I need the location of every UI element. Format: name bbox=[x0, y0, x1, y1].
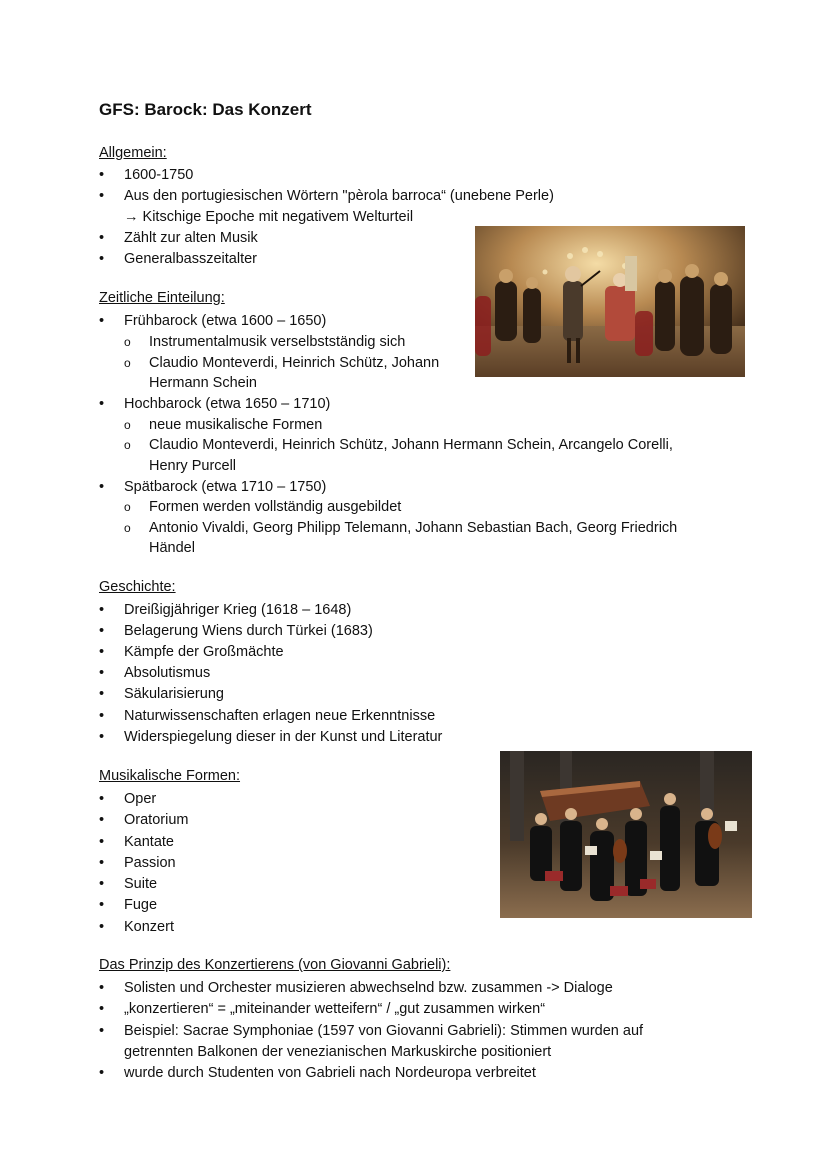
bullet: • bbox=[99, 1065, 105, 1081]
sub-list-item: o Instrumentalmusik verselbstständig sich bbox=[124, 332, 405, 353]
list-item: • Konzert bbox=[99, 917, 174, 938]
heading-geschichte: Geschichte: bbox=[99, 579, 176, 595]
sub-list-item: o Antonio Vivaldi, Georg Philipp Telemann, Johann Sebastian Bach, Georg Friedrich bbox=[124, 518, 677, 539]
bullet: • bbox=[99, 665, 105, 681]
bullet: • bbox=[99, 919, 105, 935]
baroque-concert-painting bbox=[475, 226, 745, 377]
list-item: • Suite bbox=[99, 874, 157, 895]
list-item: • Spätbarock (etwa 1710 – 1750) bbox=[99, 477, 326, 498]
bullet: • bbox=[99, 686, 105, 702]
sub-list-item-continuation: Henry Purcell bbox=[149, 458, 237, 474]
bullet: • bbox=[99, 167, 105, 183]
list-item: • Beispiel: Sacrae Symphoniae (1597 von Giovanni Gabrieli): Stimmen wurden auf bbox=[99, 1021, 643, 1042]
arrow-note: → Kitschige Epoche mit negativem Welturteil bbox=[124, 209, 414, 225]
list-item: • Fuge bbox=[99, 895, 157, 916]
bullet: • bbox=[99, 602, 105, 618]
bullet: • bbox=[99, 188, 105, 204]
heading-prinzip-konzertieren: Das Prinzip des Konzertierens (von Giovanni Gabrieli): bbox=[99, 957, 451, 973]
document-title: GFS: Barock: Das Konzert bbox=[99, 100, 312, 119]
bullet: • bbox=[99, 230, 105, 246]
list-item: • Hochbarock (etwa 1650 – 1710) bbox=[99, 394, 330, 415]
list-item: • Generalbasszeitalter bbox=[99, 249, 257, 270]
list-item: • Frühbarock (etwa 1600 – 1650) bbox=[99, 311, 326, 332]
list-item: • Passion bbox=[99, 853, 176, 874]
bullet: • bbox=[99, 1023, 105, 1039]
orchestra-performance-photo bbox=[500, 751, 752, 918]
bullet: • bbox=[99, 791, 105, 807]
list-item: • Oratorium bbox=[99, 810, 188, 831]
list-item: • Oper bbox=[99, 789, 156, 810]
sub-list-item: o Claudio Monteverdi, Heinrich Schütz, Johann bbox=[124, 353, 439, 374]
heading-allgemein: Allgemein: bbox=[99, 145, 167, 161]
heading-zeitliche-einteilung: Zeitliche Einteilung: bbox=[99, 290, 225, 306]
bullet: • bbox=[99, 623, 105, 639]
heading-musikalische-formen: Musikalische Formen: bbox=[99, 768, 241, 784]
list-item: • Zählt zur alten Musik bbox=[99, 228, 258, 249]
bullet: • bbox=[99, 644, 105, 660]
list-item: • Säkularisierung bbox=[99, 684, 224, 705]
list-item: • wurde durch Studenten von Gabrieli nach Nordeuropa verbreitet bbox=[99, 1063, 536, 1084]
sub-bullet: o bbox=[124, 521, 131, 535]
sub-bullet: o bbox=[124, 356, 131, 370]
sub-list-item-continuation: Hermann Schein bbox=[149, 375, 257, 391]
sub-list-item: o Claudio Monteverdi, Heinrich Schütz, Johann Hermann Schein, Arcangelo Corelli, bbox=[124, 435, 673, 456]
bullet: • bbox=[99, 396, 105, 412]
list-item: • Naturwissenschaften erlagen neue Erkenntnisse bbox=[99, 706, 435, 727]
bullet: • bbox=[99, 980, 105, 996]
list-item: • Aus den portugiesischen Wörtern "pèrola barroca“ (unebene Perle) bbox=[99, 186, 554, 207]
list-item: • „konzertieren“ = „miteinander wetteifern“ / „gut zusammen wirken“ bbox=[99, 999, 545, 1020]
list-item: • Kantate bbox=[99, 832, 174, 853]
list-item-continuation: getrennten Balkonen der venezianischen Markuskirche positioniert bbox=[124, 1044, 552, 1060]
sub-list-item: o Formen werden vollständig ausgebildet bbox=[124, 497, 401, 518]
list-item: • Solisten und Orchester musizieren abwechselnd bzw. zusammen -> Dialoge bbox=[99, 978, 613, 999]
list-item: • Absolutismus bbox=[99, 663, 210, 684]
bullet: • bbox=[99, 834, 105, 850]
sub-bullet: o bbox=[124, 438, 131, 452]
sub-list-item-continuation: Händel bbox=[149, 540, 195, 556]
sub-bullet: o bbox=[124, 418, 131, 432]
bullet: • bbox=[99, 729, 105, 745]
bullet: • bbox=[99, 812, 105, 828]
bullet: • bbox=[99, 855, 105, 871]
list-item: • Widerspiegelung dieser in der Kunst und Literatur bbox=[99, 727, 442, 748]
list-item: • Dreißigjähriger Krieg (1618 – 1648) bbox=[99, 600, 351, 621]
bullet: • bbox=[99, 251, 105, 267]
list-item: • Belagerung Wiens durch Türkei (1683) bbox=[99, 621, 373, 642]
list-item: • 1600-1750 bbox=[99, 165, 193, 186]
bullet: • bbox=[99, 1001, 105, 1017]
bullet: • bbox=[99, 479, 105, 495]
sub-bullet: o bbox=[124, 500, 131, 514]
bullet: • bbox=[99, 897, 105, 913]
list-item: • Kämpfe der Großmächte bbox=[99, 642, 284, 663]
sub-list-item: o neue musikalische Formen bbox=[124, 415, 322, 436]
bullet: • bbox=[99, 876, 105, 892]
bullet: • bbox=[99, 313, 105, 329]
bullet: • bbox=[99, 708, 105, 724]
sub-bullet: o bbox=[124, 335, 131, 349]
